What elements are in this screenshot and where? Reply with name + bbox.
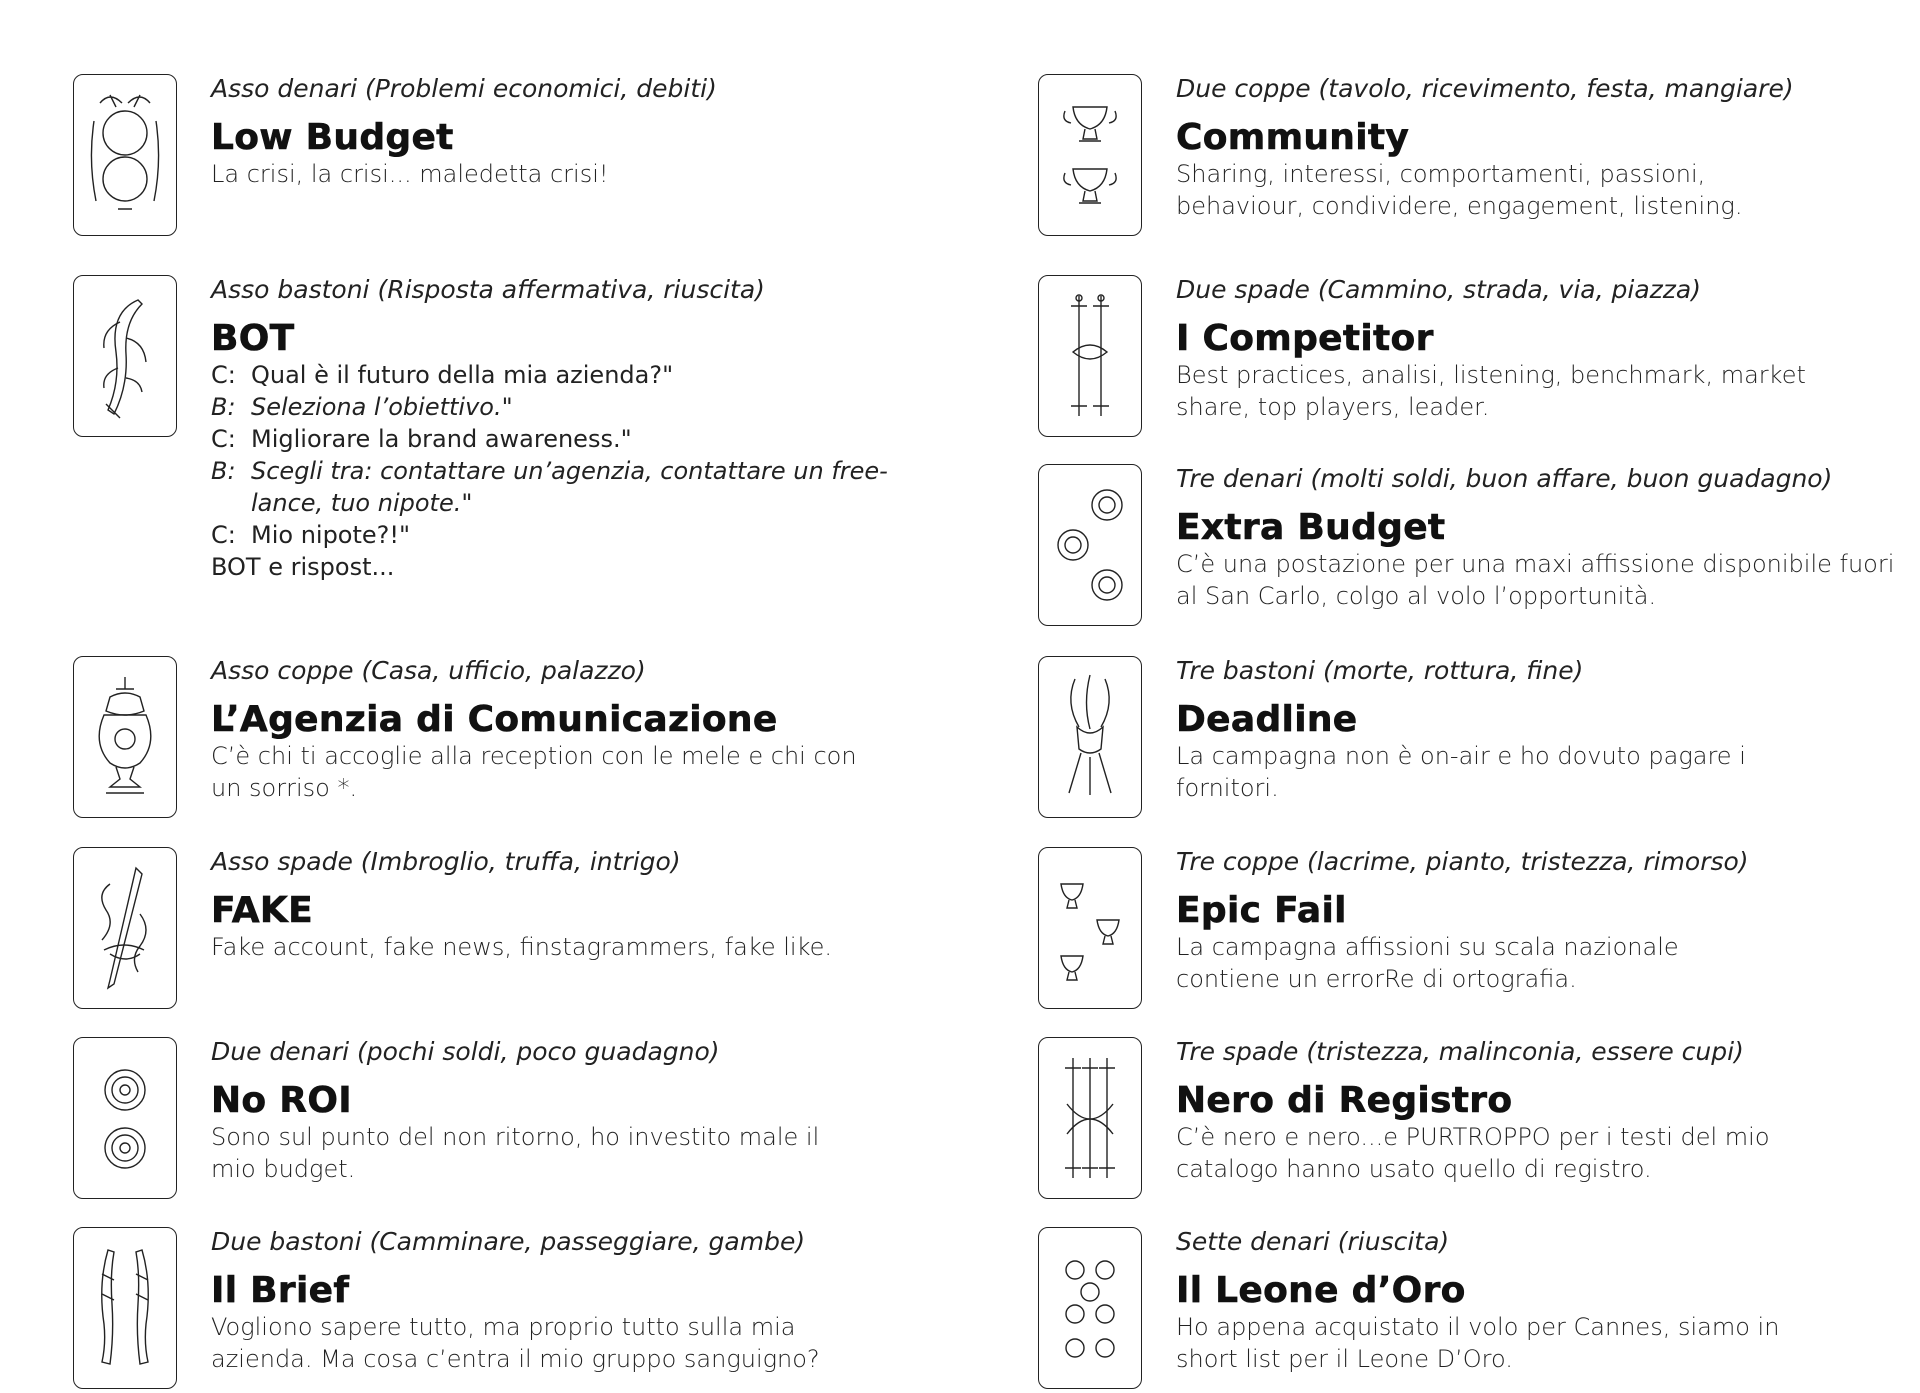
card-title: Il Leone d’Oro — [1176, 1270, 1466, 1311]
dialogue-text: Mio nipote?!" — [251, 521, 411, 549]
three-of-coins-icon — [1045, 471, 1135, 619]
bot-dialogue — [211, 359, 953, 583]
card-title: I Competitor — [1176, 318, 1434, 359]
ace-of-cups-icon — [80, 663, 170, 811]
dialogue-text: Seleziona l’obiettivo." — [251, 393, 513, 421]
card-description: C’è una postazione per una maxi affissione disponibile fuori al San Carlo, colgo al volo l’opportunità. — [1176, 550, 1895, 610]
card-title: BOT — [211, 318, 295, 359]
card-title: Extra Budget — [1176, 507, 1446, 548]
ace-of-clubs-icon — [80, 282, 170, 430]
card-thumbnail — [1038, 1227, 1142, 1389]
card-thumbnail — [1038, 656, 1142, 818]
card-description: Sharing, interessi, comportamenti, passioni, behaviour, condividere, engagement, listening. — [1176, 160, 1743, 220]
card-description: Sono sul punto del non ritorno, ho investito male il mio budget. — [211, 1123, 820, 1183]
card-description: La campagna non è on-air e ho dovuto pagare i fornitori. — [1176, 742, 1746, 802]
dialogue-speaker: B: — [211, 393, 236, 421]
dialogue-speaker: B: — [211, 457, 236, 485]
card-subtitle: Due bastoni (Camminare, passeggiare, gambe) — [211, 1227, 806, 1256]
three-of-clubs-icon — [1045, 663, 1135, 811]
card-thumbnail — [73, 656, 177, 818]
card-subtitle: Sette denari (riuscita) — [1176, 1227, 1450, 1256]
card-title: Il Brief — [211, 1270, 350, 1311]
ace-of-coins-icon — [80, 81, 170, 229]
card-subtitle: Due denari (pochi soldi, poco guadagno) — [211, 1037, 720, 1066]
card-description: Vogliono sapere tutto, ma proprio tutto sulla mia azienda. Ma cosa c’entra il mio gruppo sanguigno? — [211, 1313, 820, 1373]
card-thumbnail — [1038, 74, 1142, 236]
card-description: La campagna affissioni su scala nazionale contiene un errorRe di ortografia. — [1176, 933, 1679, 993]
two-of-coins-icon — [80, 1044, 170, 1192]
two-of-cups-icon — [1045, 81, 1135, 229]
card-title: Epic Fail — [1176, 890, 1347, 931]
card-thumbnail — [73, 847, 177, 1009]
card-subtitle: Asso spade (Imbroglio, truffa, intrigo) — [211, 847, 681, 876]
dialogue-speaker: C: — [211, 361, 236, 389]
three-of-cups-icon — [1045, 854, 1135, 1002]
card-subtitle: Due coppe (tavolo, ricevimento, festa, mangiare) — [1176, 74, 1794, 103]
card-subtitle: Asso denari (Problemi economici, debiti) — [211, 74, 717, 103]
card-subtitle: Tre denari (molti soldi, buon affare, buon guadagno) — [1176, 464, 1833, 493]
card-subtitle: Tre bastoni (morte, rottura, fine) — [1176, 656, 1584, 685]
dialogue-text: Qual è il futuro della mia azienda?" — [251, 361, 674, 389]
dialogue-line — [211, 455, 953, 519]
card-subtitle: Asso bastoni (Risposta affermativa, riuscita) — [211, 275, 765, 304]
two-of-clubs-icon — [80, 1234, 170, 1382]
card-subtitle: Tre spade (tristezza, malinconia, essere cupi) — [1176, 1037, 1744, 1066]
card-thumbnail — [1038, 464, 1142, 626]
card-thumbnail — [73, 1227, 177, 1389]
dialogue-speaker: C: — [211, 521, 236, 549]
dialogue-line — [211, 359, 953, 391]
card-title: No ROI — [211, 1080, 352, 1121]
card-subtitle: Asso coppe (Casa, ufficio, palazzo) — [211, 656, 646, 685]
card-title: Community — [1176, 117, 1410, 158]
card-title: Low Budget — [211, 117, 454, 158]
dialogue-line — [211, 391, 953, 423]
dialogue-speaker: C: — [211, 425, 236, 453]
card-description: Ho appena acquistato il volo per Cannes, siamo in short list per il Leone D’Oro. — [1176, 1313, 1780, 1373]
dialogue-text: Migliorare la brand awareness." — [251, 425, 632, 453]
card-thumbnail — [1038, 275, 1142, 437]
seven-of-coins-icon — [1045, 1234, 1135, 1382]
two-of-swords-icon — [1045, 282, 1135, 430]
ace-of-swords-icon — [80, 854, 170, 1002]
card-description: C’è nero e nero...e PURTROPPO per i testi del mio catalogo hanno usato quello di registro. — [1176, 1123, 1770, 1183]
dialogue-line — [211, 423, 953, 455]
card-title: Nero di Registro — [1176, 1080, 1513, 1121]
card-title: L’Agenzia di Comunicazione — [211, 699, 778, 740]
card-thumbnail — [73, 1037, 177, 1199]
card-thumbnail — [73, 275, 177, 437]
dialogue-line — [211, 519, 953, 551]
card-description: Fake account, fake news, finstagrammers, fake like. — [211, 933, 833, 961]
dialogue-closing: BOT e rispost... — [211, 553, 395, 581]
card-subtitle: Tre coppe (lacrime, pianto, tristezza, rimorso) — [1176, 847, 1749, 876]
card-title: Deadline — [1176, 699, 1358, 740]
card-title: FAKE — [211, 890, 314, 931]
dialogue-text: Scegli tra: contattare un’agenzia, contattare un free-lance, tuo nipote." — [251, 457, 888, 517]
card-thumbnail — [73, 74, 177, 236]
card-thumbnail — [1038, 1037, 1142, 1199]
card-description: Best practices, analisi, listening, benchmark, market share, top players, leader. — [1176, 361, 1806, 421]
three-of-swords-icon — [1045, 1044, 1135, 1192]
card-subtitle: Due spade (Cammino, strada, via, piazza) — [1176, 275, 1701, 304]
card-description: C’è chi ti accoglie alla reception con le mele e chi con un sorriso *. — [211, 742, 857, 802]
card-description: La crisi, la crisi... maledetta crisi! — [211, 160, 609, 188]
card-thumbnail — [1038, 847, 1142, 1009]
